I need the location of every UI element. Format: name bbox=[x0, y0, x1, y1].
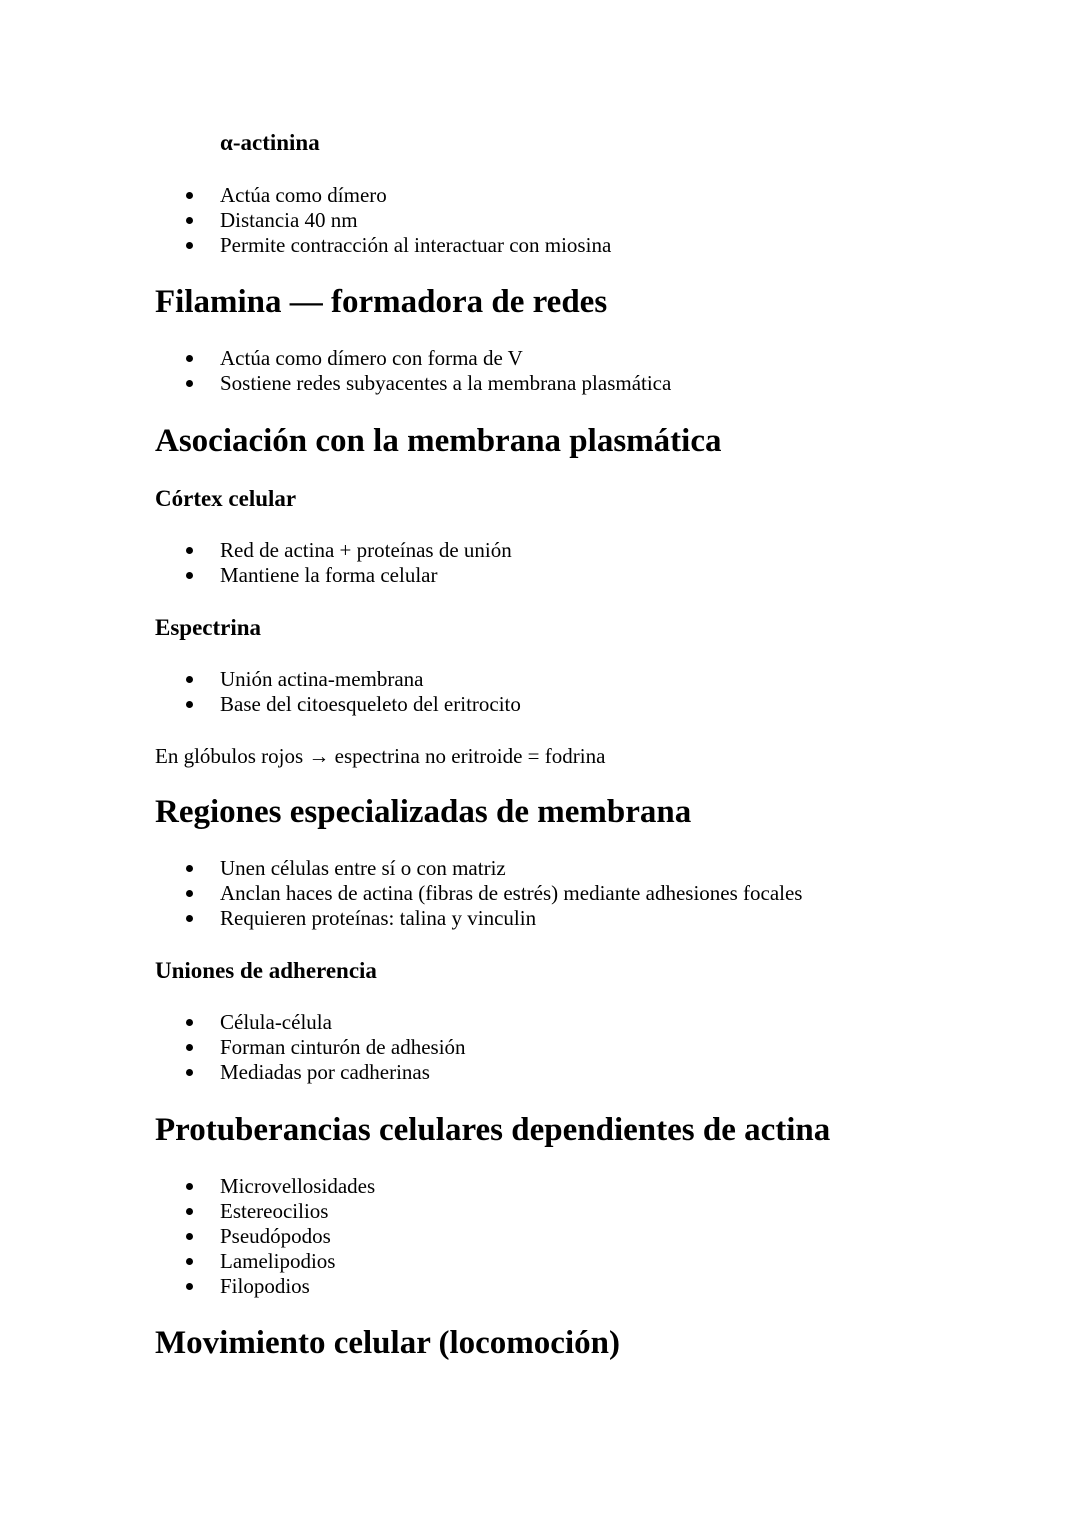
bullet-icon bbox=[186, 865, 193, 872]
bullet-icon bbox=[186, 217, 193, 224]
bullet-icon bbox=[186, 1044, 193, 1051]
bullet-icon bbox=[186, 572, 193, 579]
heading-filamina: Filamina — formadora de redes bbox=[155, 284, 608, 320]
bullet-icon bbox=[186, 242, 193, 249]
bullet-icon bbox=[186, 1283, 193, 1290]
bullet-icon bbox=[186, 1233, 193, 1240]
bullet-icon bbox=[186, 701, 193, 708]
bullet-icon bbox=[186, 1069, 193, 1076]
bullet-icon bbox=[186, 1208, 193, 1215]
bullet-icon bbox=[186, 192, 193, 199]
bullet-icon bbox=[186, 1258, 193, 1265]
heading-regiones-especializadas: Regiones especializadas de membrana bbox=[155, 794, 692, 830]
bullet-icon bbox=[186, 1019, 193, 1026]
bullet-icon bbox=[186, 380, 193, 387]
bullet-icon bbox=[186, 547, 193, 554]
paragraph-fodrina: En glóbulos rojos → espectrina no eritroide = fodrina bbox=[155, 744, 606, 768]
subheading-cortex-celular: Córtex celular bbox=[155, 486, 297, 511]
subheading-espectrina: Espectrina bbox=[155, 615, 262, 640]
bullet-icon bbox=[186, 915, 193, 922]
bullet-icon bbox=[186, 355, 193, 362]
heading-movimiento-celular: Movimiento celular (locomoción) bbox=[155, 1325, 620, 1361]
heading-asociacion-membrana: Asociación con la membrana plasmática bbox=[155, 423, 722, 459]
subheading-uniones-adherencia: Uniones de adherencia bbox=[155, 958, 377, 983]
heading-protuberancias: Protuberancias celulares dependientes de actina bbox=[155, 1112, 831, 1148]
bullet-icon bbox=[186, 890, 193, 897]
bullet-icon bbox=[186, 1183, 193, 1190]
section-heading-alpha-actinina: α-actinina bbox=[220, 130, 320, 155]
bullet-icon bbox=[186, 676, 193, 683]
document-page: α-actinina Actúa como dímero Distancia 40 nm Permite contracción al interactuar con miosina Filamina — formadora de redes Actúa como dímero con forma de V Sostiene redes subyacentes a la membrana plasmática Asociación con la membrana plasmática Córtex celular Red de actina + proteínas de unión Mantiene la forma celular Espectrina Unión actina-membrana Base del citoesqueleto del eritrocito En glóbulos rojos → espectrina no eritroide = fodrina Regiones especializadas de membrana Unen células entre sí o con matriz Anclan haces de actina (fibras de estrés) mediante adhesiones focales Requieren proteínas: talina y vinculin Uniones de adherencia Célula-célula Forman cinturón de adhesión Mediadas por cadherinas Protuberancias celulares dependientes de actina Microvellosidades Estereocilios Pseudópodos Lamelipodios Filopodios Movimiento celular (locomoción) bbox=[155, 130, 831, 1361]
